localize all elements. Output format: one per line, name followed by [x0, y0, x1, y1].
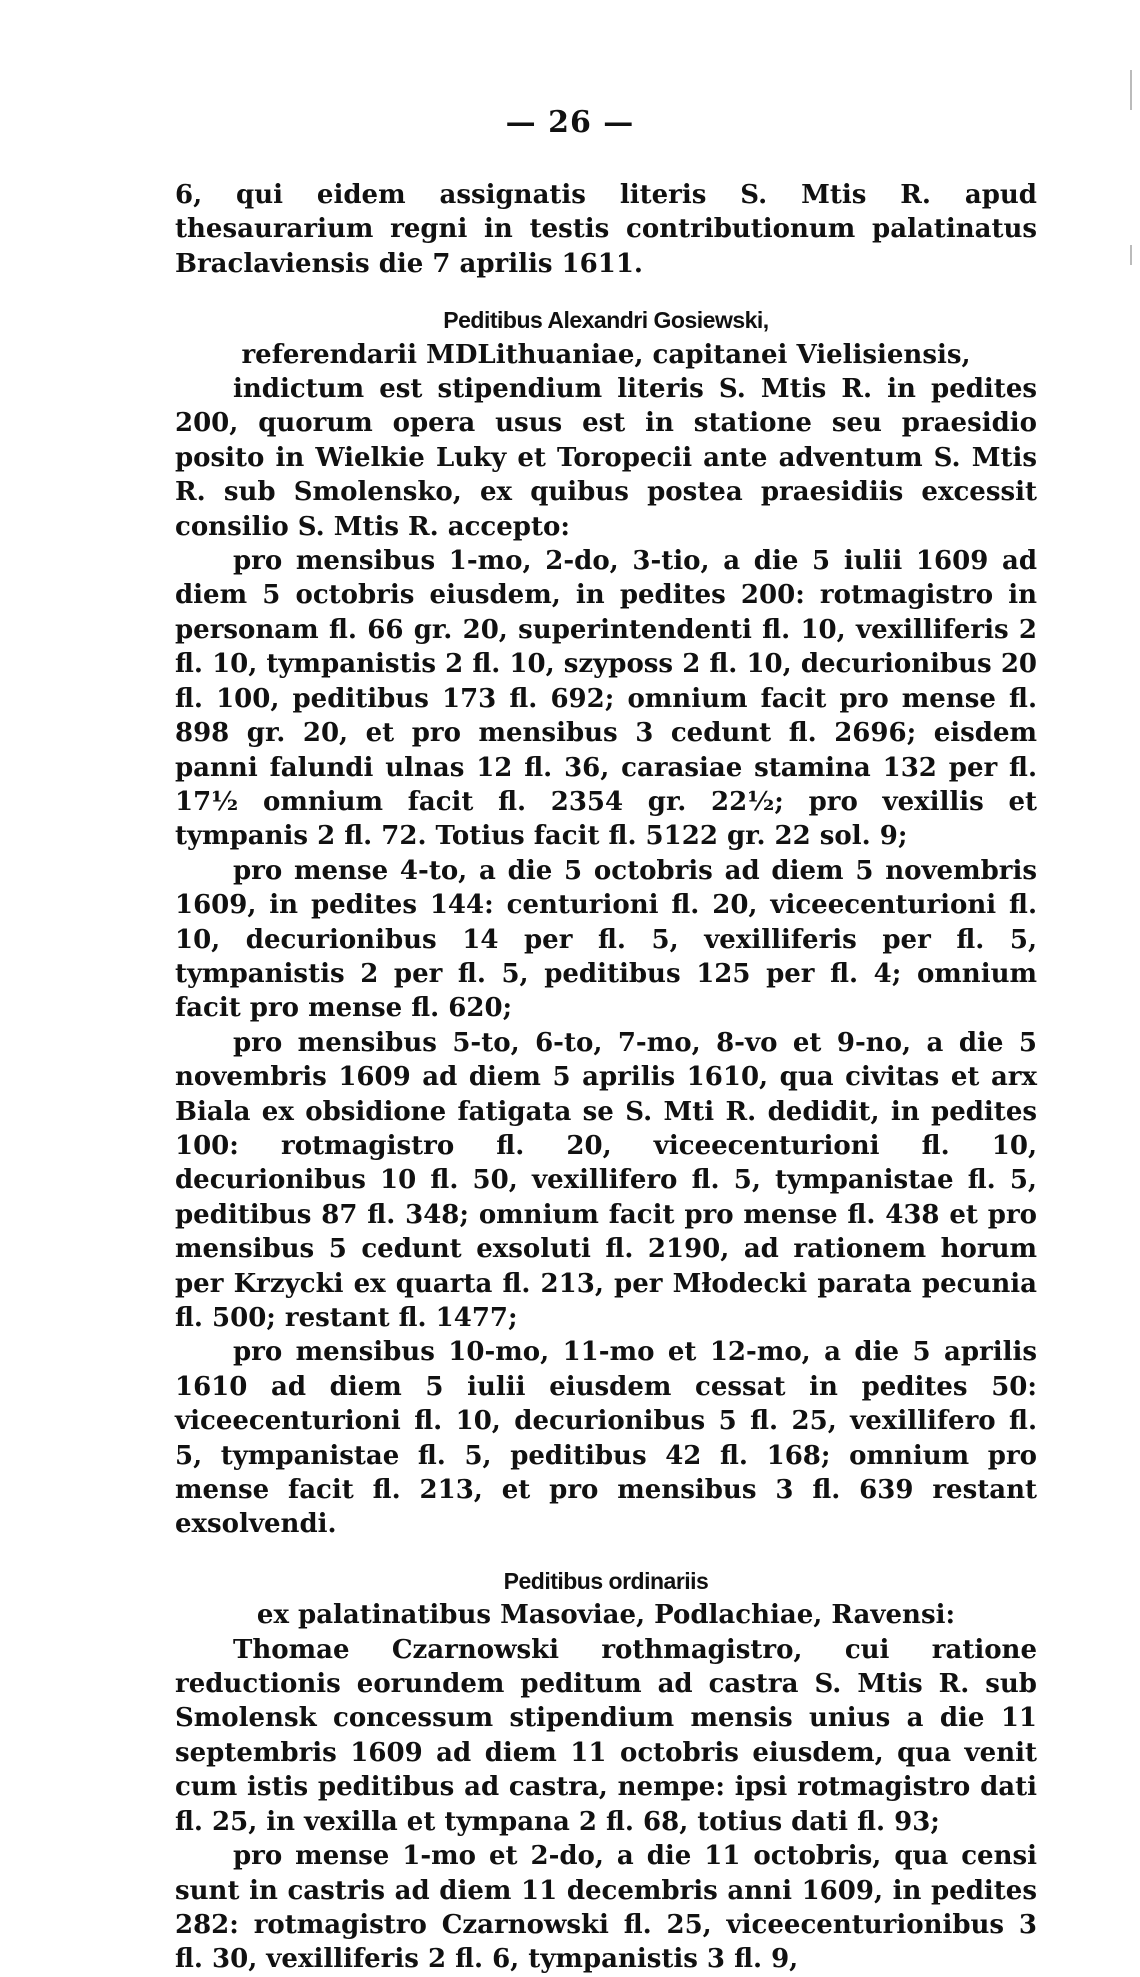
scan-edge-mark [1130, 70, 1132, 110]
paragraph: pro mensibus 1-mo, 2-do, 3-tio, a die 5 iulii 1609 ad diem 5 octobris eiusdem, in pedites 200: rotmagistro in personam fl. 66 gr. 20, superintendenti fl. 10, vexilliferis 2 fl. 10, tympanistis 2 fl. 10, szyposs 2 fl. 10, decurionibus 20 fl. 100, peditibus 173 fl. 692; omnium facit pro mense fl. 898 gr. 20, et pro mensibus 3 cedunt fl. 2696; eisdem panni falundi ulnas 12 fl. 36, carasiae stamina 132 per fl. 17½ omnium facit fl. 2354 gr. 22½; pro vexillis et tympanis 2 fl. 72. Totius facit fl. 5122 gr. 22 sol. 9; [175, 546, 1037, 852]
scan-edge-mark [1130, 245, 1132, 265]
paragraph: pro mense 1-mo et 2-do, a die 11 octobris, qua censi sunt in castris ad diem 11 decembris anni 1609, in pedites 282: rotmagistro Czarnowski fl. 25, viceecenturionibus 3 fl. 30, vexilliferis 2 fl. 6, tympanistis 3 fl. 9, [175, 1841, 1037, 1975]
body-text [175, 178, 1037, 1977]
section-heading: Peditibus ordinariis [503, 1567, 709, 1594]
paragraph: pro mensibus 5-to, 6-to, 7-mo, 8-vo et 9-no, a die 5 novembris 1609 ad diem 5 aprilis 1610, qua civitas et arx Biala ex obsidione fatigata se S. Mti R. dedidit, in pedites 100: rotmagistro fl. 20, viceecenturioni fl. 10, decurionibus 10 fl. 50, vexillifero fl. 5, tympanistae fl. 5, peditibus 87 fl. 348; omnium facit pro mense fl. 438 et pro mensibus 5 cedunt exsoluti fl. 2190, ad rationem horum per Krzycki ex quarta fl. 213, per Młodecki parata pecunia fl. 500; restant fl. 1477; [175, 1027, 1037, 1333]
paragraph: pro mense 4-to, a die 5 octobris ad diem 5 novembris 1609, in pedites 144: centurioni fl. 20, viceecenturioni fl. 10, decurionibus 14 per fl. 5, vexilliferis per fl. 5, tympanistis 2 per fl. 5, peditibus 125 per fl. 4; omnium facit pro mense fl. 620; [175, 855, 1037, 1024]
section-heading: Peditibus Alexandri Gosiewski, [443, 307, 769, 334]
paragraph: Thomae Czarnowski rothmagistro, cui ratione reductionis eorundem peditum ad castra S. Mtis R. sub Smolensk concessum stipendium mensis unius a die 11 septembris 1609 ad diem 11 octobris eiusdem, qua venit cum istis peditibus ad castra, nempe: ipsi rotmagistro dati fl. 25, in vexilla et tympana 2 fl. 68, totius dati fl. 93; [175, 1634, 1037, 1837]
paragraph: pro mensibus 10-mo, 11-mo et 12-mo, a die 5 aprilis 1610 ad diem 5 iulii eiusdem cessat in pedites 50: viceecenturioni fl. 10, decurionibus 5 fl. 25, vexillifero fl. 5, tympanistae fl. 5, peditibus 42 fl. 168; omnium pro mense facit fl. 213, et pro mensibus 3 fl. 639 restant exsolvendi. [175, 1337, 1037, 1540]
section-subheading: referendarii MDLithuaniae, capitanei Vielisiensis, [241, 339, 971, 370]
paragraph: 6, qui eidem assignatis literis S. Mtis R. apud thesaurarium regni in testis contributionum palatinatus Braclaviensis die 7 aprilis 1611. [175, 180, 1037, 279]
section-subheading: ex palatinatibus Masoviae, Podlachiae, Ravensi: [256, 1600, 956, 1631]
paragraph: indictum est stipendium literis S. Mtis R. in pedites 200, quorum opera usus est in statione seu praesidio posito in Wielkie Luky et Toropecii ante adventum S. Mtis R. sub Smolensko, ex quibus postea praesidiis excessit consilio S. Mtis R. accepto: [175, 374, 1037, 542]
page-number: — 26 — [505, 105, 635, 140]
